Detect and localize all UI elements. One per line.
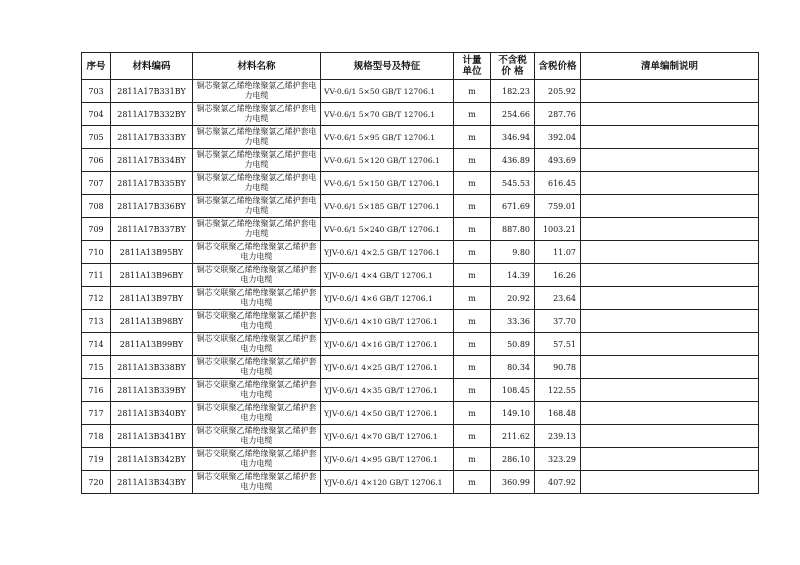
cell-unit: m xyxy=(454,80,491,103)
cell-name: 铜芯交联聚乙烯绝缘聚氯乙烯护套电力电缆 xyxy=(193,471,321,494)
table-row xyxy=(82,425,759,448)
cell-desc xyxy=(581,471,759,494)
cell-price-ex: 33.36 xyxy=(491,310,535,333)
cell-unit: m xyxy=(454,241,491,264)
cell-unit: m xyxy=(454,195,491,218)
cell-unit: m xyxy=(454,448,491,471)
table-row xyxy=(82,448,759,471)
cell-spec: YJV-0.6/1 4×50 GB/T 12706.1 xyxy=(321,402,454,425)
cell-price-inc: 16.26 xyxy=(535,264,581,287)
cell-code: 2811A17B337BY xyxy=(111,218,193,241)
cell-spec: YJV-0.6/1 4×95 GB/T 12706.1 xyxy=(321,448,454,471)
table-row xyxy=(82,264,759,287)
material-price-table xyxy=(81,52,759,494)
cell-name: 铜芯聚氯乙烯绝缘聚氯乙烯护套电力电缆 xyxy=(193,172,321,195)
cell-spec: VV-0.6/1 5×240 GB/T 12706.1 xyxy=(321,218,454,241)
cell-price-inc: 11.07 xyxy=(535,241,581,264)
cell-price-ex: 182.23 xyxy=(491,80,535,103)
cell-spec: VV-0.6/1 5×70 GB/T 12706.1 xyxy=(321,103,454,126)
cell-no: 704 xyxy=(82,103,111,126)
cell-name: 铜芯聚氯乙烯绝缘聚氯乙烯护套电力电缆 xyxy=(193,103,321,126)
cell-name: 铜芯交联聚乙烯绝缘聚氯乙烯护套电力电缆 xyxy=(193,264,321,287)
cell-name: 铜芯交联聚乙烯绝缘聚氯乙烯护套电力电缆 xyxy=(193,448,321,471)
cell-desc xyxy=(581,379,759,402)
cell-price-ex: 360.99 xyxy=(491,471,535,494)
cell-desc xyxy=(581,356,759,379)
cell-no: 718 xyxy=(82,425,111,448)
cell-price-ex: 887.80 xyxy=(491,218,535,241)
cell-price-inc: 392.04 xyxy=(535,126,581,149)
cell-desc xyxy=(581,80,759,103)
header-name: 材料名称 xyxy=(193,53,321,80)
table-row xyxy=(82,218,759,241)
cell-desc xyxy=(581,241,759,264)
cell-price-inc: 287.76 xyxy=(535,103,581,126)
header-price-ex-line1: 不含税 xyxy=(498,55,527,66)
cell-name: 铜芯交联聚乙烯绝缘聚氯乙烯护套电力电缆 xyxy=(193,402,321,425)
cell-desc xyxy=(581,264,759,287)
table-row xyxy=(82,103,759,126)
cell-name: 铜芯交联聚乙烯绝缘聚氯乙烯护套电力电缆 xyxy=(193,356,321,379)
cell-price-ex: 149.10 xyxy=(491,402,535,425)
cell-no: 720 xyxy=(82,471,111,494)
cell-unit: m xyxy=(454,287,491,310)
cell-price-ex: 545.53 xyxy=(491,172,535,195)
cell-price-ex: 9.80 xyxy=(491,241,535,264)
header-spec: 规格型号及特征 xyxy=(321,53,454,80)
cell-unit: m xyxy=(454,264,491,287)
cell-unit: m xyxy=(454,402,491,425)
cell-desc xyxy=(581,402,759,425)
cell-unit: m xyxy=(454,218,491,241)
cell-unit: m xyxy=(454,149,491,172)
table-row xyxy=(82,310,759,333)
cell-name: 铜芯聚氯乙烯绝缘聚氯乙烯护套电力电缆 xyxy=(193,126,321,149)
cell-spec: VV-0.6/1 5×185 GB/T 12706.1 xyxy=(321,195,454,218)
cell-price-inc: 493.69 xyxy=(535,149,581,172)
header-desc: 清单编制说明 xyxy=(581,53,759,80)
cell-price-inc: 239.13 xyxy=(535,425,581,448)
cell-spec: VV-0.6/1 5×50 GB/T 12706.1 xyxy=(321,80,454,103)
cell-code: 2811A17B333BY xyxy=(111,126,193,149)
cell-unit: m xyxy=(454,379,491,402)
table-row xyxy=(82,149,759,172)
cell-price-ex: 14.39 xyxy=(491,264,535,287)
header-price-inc: 含税价格 xyxy=(535,53,581,80)
cell-no: 713 xyxy=(82,310,111,333)
table-row xyxy=(82,356,759,379)
cell-spec: YJV-0.6/1 4×10 GB/T 12706.1 xyxy=(321,310,454,333)
cell-desc xyxy=(581,448,759,471)
header-no: 序号 xyxy=(82,53,111,80)
cell-spec: YJV-0.6/1 4×2.5 GB/T 12706.1 xyxy=(321,241,454,264)
cell-price-ex: 108.45 xyxy=(491,379,535,402)
cell-unit: m xyxy=(454,126,491,149)
table-body xyxy=(82,80,759,494)
cell-name: 铜芯聚氯乙烯绝缘聚氯乙烯护套电力电缆 xyxy=(193,218,321,241)
header-price-ex-line2: 价 格 xyxy=(501,66,524,77)
cell-code: 2811A17B336BY xyxy=(111,195,193,218)
table-header-row xyxy=(82,53,759,80)
cell-price-ex: 20.92 xyxy=(491,287,535,310)
cell-price-inc: 168.48 xyxy=(535,402,581,425)
cell-price-ex: 80.34 xyxy=(491,356,535,379)
cell-spec: YJV-0.6/1 4×35 GB/T 12706.1 xyxy=(321,379,454,402)
cell-no: 706 xyxy=(82,149,111,172)
cell-spec: YJV-0.6/1 4×120 GB/T 12706.1 xyxy=(321,471,454,494)
cell-unit: m xyxy=(454,310,491,333)
cell-spec: VV-0.6/1 5×95 GB/T 12706.1 xyxy=(321,126,454,149)
cell-desc xyxy=(581,172,759,195)
cell-price-inc: 407.92 xyxy=(535,471,581,494)
cell-desc xyxy=(581,310,759,333)
cell-no: 711 xyxy=(82,264,111,287)
cell-price-ex: 50.89 xyxy=(491,333,535,356)
cell-name: 铜芯聚氯乙烯绝缘聚氯乙烯护套电力电缆 xyxy=(193,195,321,218)
cell-code: 2811A13B99BY xyxy=(111,333,193,356)
cell-price-ex: 671.69 xyxy=(491,195,535,218)
cell-code: 2811A13B342BY xyxy=(111,448,193,471)
table-row xyxy=(82,172,759,195)
cell-unit: m xyxy=(454,425,491,448)
cell-price-ex: 286.10 xyxy=(491,448,535,471)
cell-code: 2811A17B334BY xyxy=(111,149,193,172)
cell-price-inc: 759.01 xyxy=(535,195,581,218)
cell-unit: m xyxy=(454,172,491,195)
cell-spec: YJV-0.6/1 4×16 GB/T 12706.1 xyxy=(321,333,454,356)
cell-no: 709 xyxy=(82,218,111,241)
cell-no: 712 xyxy=(82,287,111,310)
cell-desc xyxy=(581,126,759,149)
cell-no: 719 xyxy=(82,448,111,471)
table-row xyxy=(82,333,759,356)
cell-name: 铜芯聚氯乙烯绝缘聚氯乙烯护套电力电缆 xyxy=(193,149,321,172)
table-row xyxy=(82,80,759,103)
cell-desc xyxy=(581,287,759,310)
cell-no: 708 xyxy=(82,195,111,218)
cell-price-ex: 346.94 xyxy=(491,126,535,149)
cell-code: 2811A13B343BY xyxy=(111,471,193,494)
cell-code: 2811A13B338BY xyxy=(111,356,193,379)
cell-no: 710 xyxy=(82,241,111,264)
cell-name: 铜芯交联聚乙烯绝缘聚氯乙烯护套电力电缆 xyxy=(193,287,321,310)
price-list-sheet xyxy=(81,52,759,494)
cell-spec: YJV-0.6/1 4×70 GB/T 12706.1 xyxy=(321,425,454,448)
cell-no: 717 xyxy=(82,402,111,425)
cell-code: 2811A13B340BY xyxy=(111,402,193,425)
cell-price-inc: 90.78 xyxy=(535,356,581,379)
cell-code: 2811A13B95BY xyxy=(111,241,193,264)
cell-price-inc: 37.70 xyxy=(535,310,581,333)
cell-no: 705 xyxy=(82,126,111,149)
cell-price-ex: 436.89 xyxy=(491,149,535,172)
cell-spec: YJV-0.6/1 4×4 GB/T 12706.1 xyxy=(321,264,454,287)
header-unit-line2: 单位 xyxy=(462,66,482,77)
cell-price-inc: 616.45 xyxy=(535,172,581,195)
cell-price-inc: 57.51 xyxy=(535,333,581,356)
cell-code: 2811A17B335BY xyxy=(111,172,193,195)
cell-spec: VV-0.6/1 5×120 GB/T 12706.1 xyxy=(321,149,454,172)
cell-price-inc: 23.64 xyxy=(535,287,581,310)
table-row xyxy=(82,241,759,264)
cell-no: 716 xyxy=(82,379,111,402)
cell-code: 2811A13B96BY xyxy=(111,264,193,287)
cell-name: 铜芯交联聚乙烯绝缘聚氯乙烯护套电力电缆 xyxy=(193,310,321,333)
cell-price-ex: 211.62 xyxy=(491,425,535,448)
cell-unit: m xyxy=(454,471,491,494)
cell-desc xyxy=(581,149,759,172)
cell-price-ex: 254.66 xyxy=(491,103,535,126)
cell-code: 2811A17B331BY xyxy=(111,80,193,103)
cell-desc xyxy=(581,425,759,448)
cell-code: 2811A13B339BY xyxy=(111,379,193,402)
cell-price-inc: 122.55 xyxy=(535,379,581,402)
table-row xyxy=(82,195,759,218)
cell-no: 714 xyxy=(82,333,111,356)
table-row xyxy=(82,126,759,149)
cell-code: 2811A13B341BY xyxy=(111,425,193,448)
header-price-ex xyxy=(491,53,535,80)
table-row xyxy=(82,471,759,494)
cell-code: 2811A13B97BY xyxy=(111,287,193,310)
table-row xyxy=(82,287,759,310)
cell-desc xyxy=(581,333,759,356)
cell-desc xyxy=(581,218,759,241)
header-unit-line1: 计量 xyxy=(462,55,482,66)
cell-price-inc: 205.92 xyxy=(535,80,581,103)
cell-desc xyxy=(581,195,759,218)
cell-spec: VV-0.6/1 5×150 GB/T 12706.1 xyxy=(321,172,454,195)
cell-unit: m xyxy=(454,103,491,126)
cell-name: 铜芯交联聚乙烯绝缘聚氯乙烯护套电力电缆 xyxy=(193,333,321,356)
header-unit xyxy=(454,53,491,80)
cell-no: 707 xyxy=(82,172,111,195)
cell-name: 铜芯交联聚乙烯绝缘聚氯乙烯护套电力电缆 xyxy=(193,425,321,448)
cell-name: 铜芯聚氯乙烯绝缘聚氯乙烯护套电力电缆 xyxy=(193,80,321,103)
cell-spec: YJV-0.6/1 4×6 GB/T 12706.1 xyxy=(321,287,454,310)
cell-spec: YJV-0.6/1 4×25 GB/T 12706.1 xyxy=(321,356,454,379)
cell-price-inc: 323.29 xyxy=(535,448,581,471)
cell-no: 715 xyxy=(82,356,111,379)
cell-no: 703 xyxy=(82,80,111,103)
table-row xyxy=(82,379,759,402)
cell-unit: m xyxy=(454,333,491,356)
cell-code: 2811A13B98BY xyxy=(111,310,193,333)
header-code: 材料编码 xyxy=(111,53,193,80)
cell-price-inc: 1003.21 xyxy=(535,218,581,241)
cell-name: 铜芯交联聚乙烯绝缘聚氯乙烯护套电力电缆 xyxy=(193,379,321,402)
table-row xyxy=(82,402,759,425)
cell-code: 2811A17B332BY xyxy=(111,103,193,126)
cell-name: 铜芯交联聚乙烯绝缘聚氯乙烯护套电力电缆 xyxy=(193,241,321,264)
cell-unit: m xyxy=(454,356,491,379)
cell-desc xyxy=(581,103,759,126)
